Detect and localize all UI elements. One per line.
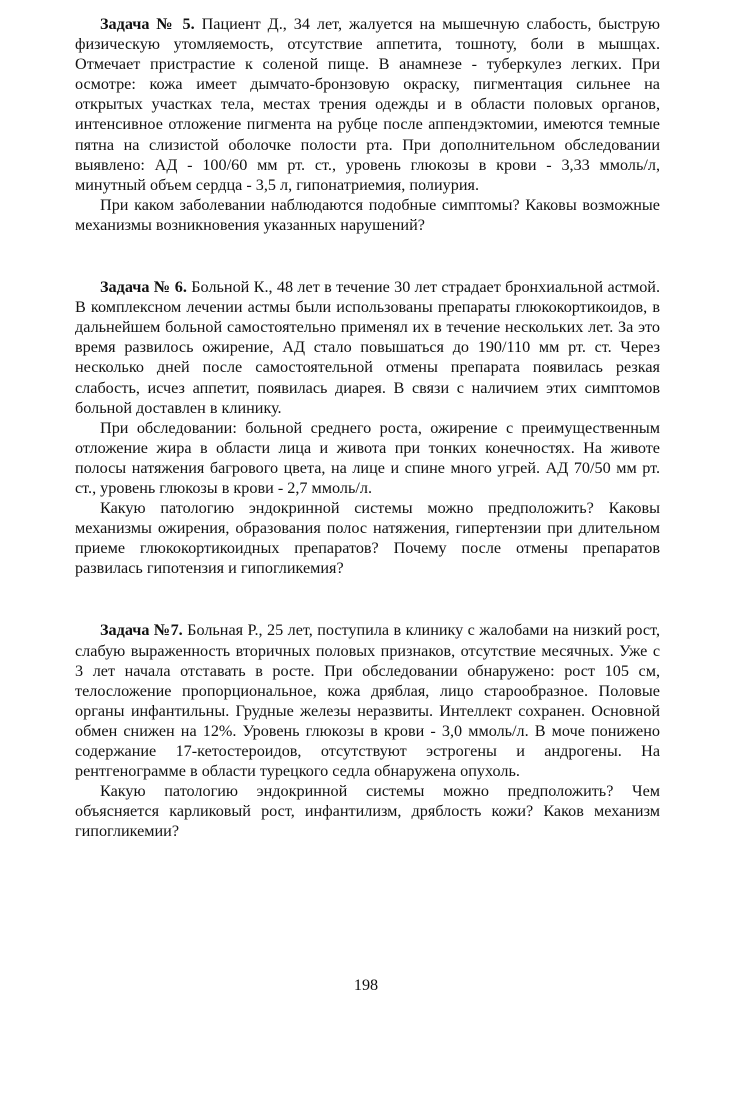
task-6-paragraph-3: Какую патологию эндокринной системы можно предположить? Каковы механизмы ожирения, образования полос натяжения, гипертензии при длительном приеме глюкокортикоидных препаратов? Почему после отмены препаратов развилась гипотензия и гипогликемия? — [75, 499, 660, 578]
task-6 — [75, 277, 660, 578]
task-7 — [75, 620, 660, 841]
task-7-paragraph-2: Какую патологию эндокринной системы можно предположить? Чем объясняется карликовый рост, инфантилизм, дряблость кожи? Каков механизм гипогликемии? — [75, 782, 660, 841]
task-6-title: Задача № 6. — [100, 278, 187, 297]
task-7-text-1: Больная Р., 25 лет, поступила в клинику с жалобами на низкий рост, слабую выраженность вторичных половых признаков, отсутствие месячных. Уже с 3 лет начала отставать в росте. При обследовании обнаружено: рост 105 см, телосложение пропорциональное, кожа дряблая, лицо старообразное. Половые органы инфантильны. Грудные железы неразвиты. Интеллект сохранен. Основной обмен снижен на 12%. Уровень глюкозы в крови - 3,0 ммоль/л. В моче понижено содержание 17-кетостероидов, отсутствуют эстрогены и андрогены. На рентгенограмме в области турецкого седла обнаружена опухоль. — [75, 621, 661, 781]
task-5-paragraph-1 — [75, 14, 660, 195]
task-7-paragraph-1 — [75, 620, 660, 781]
task-6-text-1: Больной К., 48 лет в течение 30 лет страдает бронхиальной астмой. В комплексном лечении астмы были использованы препараты глюкокортикоидов, в дальнейшем больной самостоятельно применял их в течение нескольких лет. За это время развилось ожирение, АД стало повышаться до 190/110 мм рт. ст. Через несколько дней после самостоятельной отмены препарата появилась резкая слабость, исчез аппетит, появилась диарея. В связи с наличием этих симптомов больной доставлен в клинику. — [75, 278, 661, 417]
task-5-text-1: Пациент Д., 34 лет, жалуется на мышечную слабость, быструю физическую утомляемость, отсутствие аппетита, тошноту, боли в мышцах. Отмечает пристрастие к соленой пище. В анамнезе - туберкулез легких. При осмотре: кожа имеет дымчато-бронзовую окраску, пигментация сильнее на открытых участках тела, местах трения одежды и в области половых органов, интенсивное отложение пигмента на рубце после аппендэктомии, имеются темные пятна на слизистой оболочке полости рта. При дополнительном обследовании выявлено: АД - 100/60 мм рт. ст., уровень глюкозы в крови - 3,33 ммоль/л, минутный объем сердца - 3,5 л, гипонатриемия, полиурия. — [75, 15, 660, 194]
task-6-paragraph-1 — [75, 277, 660, 418]
task-6-paragraph-2: При обследовании: больной среднего роста, ожирение с преимущественным отложение жира в области лица и живота при тонких конечностях. На животе полосы натяжения багрового цвета, на лице и спине много угрей. АД 70/50 мм рт. ст., уровень глюкозы в крови - 2,7 ммоль/л. — [75, 418, 660, 497]
page-body — [75, 14, 660, 841]
task-5 — [75, 14, 660, 235]
page-number: 198 — [353, 976, 379, 994]
task-separator — [75, 235, 660, 277]
task-7-title: Задача №7. — [100, 621, 183, 640]
task-separator — [75, 578, 660, 620]
task-5-title: Задача № 5. — [100, 15, 195, 33]
task-5-paragraph-2: При каком заболевании наблюдаются подобные симптомы? Каковы возможные механизмы возникновения указанных нарушений? — [75, 195, 660, 234]
